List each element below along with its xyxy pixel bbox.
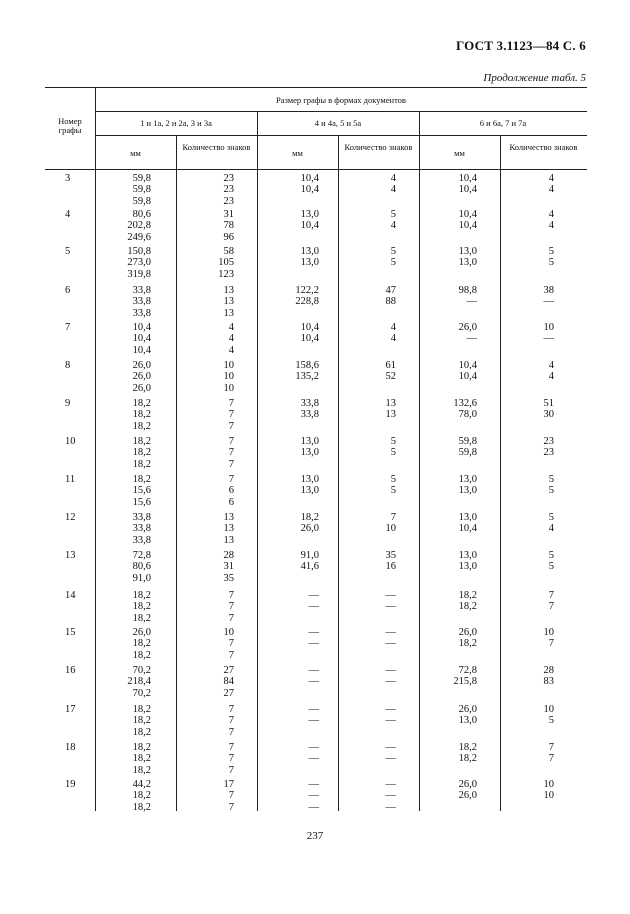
cell-g1-count: 58 105 123 — [218, 246, 234, 280]
cell-g3-count: 10 7 — [543, 627, 554, 650]
cell-g2-mm: 10,4 10,4 — [300, 173, 319, 196]
cell-g2-count: — — — [385, 742, 396, 765]
cell-g1-count: 10 10 10 — [223, 360, 234, 394]
cell-g3-count: 4 4 — [548, 360, 554, 383]
cell-g1-count: 7 7 7 — [228, 742, 234, 776]
cell-g1-mm: 18,2 18,2 18,2 — [132, 742, 151, 776]
cell-g1-mm: 59,8 59,8 59,8 — [132, 173, 151, 207]
cell-g2-count: — — — [385, 665, 396, 688]
cell-g2-count: — — — [385, 627, 396, 650]
cell-g3-mm: 13,0 13,0 — [458, 550, 477, 573]
cell-g1-count: 17 7 7 — [223, 779, 234, 813]
cell-g1-mm: 33,8 33,8 33,8 — [132, 285, 151, 319]
cell-g3-mm: 13,0 13,0 — [458, 474, 477, 497]
cell-g3-count: 4 4 — [548, 209, 554, 232]
cell-row-number: 11 — [65, 474, 76, 485]
rule-group-header — [95, 111, 587, 112]
cell-g1-count: 10 7 7 — [223, 627, 234, 661]
cell-g1-mm: 18,2 15,6 15,6 — [132, 474, 151, 508]
subheader-mm-3: мм — [454, 148, 465, 158]
cell-g3-mm: 13,0 13,0 — [458, 246, 477, 269]
cell-g3-mm: 72,8 215,8 — [453, 665, 477, 688]
cell-g1-count: 7 6 6 — [228, 474, 234, 508]
cell-row-number: 13 — [65, 550, 76, 561]
cell-g3-count: 7 7 — [548, 742, 554, 765]
cell-row-number: 16 — [65, 665, 76, 676]
cell-row-number: 19 — [65, 779, 76, 790]
cell-g1-mm: 18,2 18,2 18,2 — [132, 704, 151, 738]
cell-g3-mm: 10,4 10,4 — [458, 360, 477, 383]
cell-g2-count: 13 13 — [385, 398, 396, 421]
cell-row-number: 14 — [65, 590, 76, 601]
cell-g2-mm: 33,8 33,8 — [300, 398, 319, 421]
cell-g3-count: 23 23 — [543, 436, 554, 459]
cell-g1-mm: 70,2 218,4 70,2 — [127, 665, 151, 699]
cell-g3-mm: 98,8 — — [458, 285, 477, 308]
cell-g2-mm: — — — [308, 590, 319, 613]
cell-g2-count: 5 5 — [390, 436, 396, 459]
header-row-number: Номер графы — [58, 116, 82, 135]
cell-g1-count: 7 7 7 — [228, 704, 234, 738]
cell-row-number: 17 — [65, 704, 76, 715]
rule-subgroup-header — [95, 135, 587, 136]
cell-g1-mm: 26,0 26,0 26,0 — [132, 360, 151, 394]
cell-g2-mm: — — — [308, 665, 319, 688]
cell-g1-mm: 80,6 202,8 249,6 — [127, 209, 151, 243]
cell-g1-count: 13 13 13 — [223, 285, 234, 319]
cell-g2-mm: 10,4 10,4 — [300, 322, 319, 345]
cell-g3-mm: 26,0 18,2 — [458, 627, 477, 650]
cell-g2-count: 35 16 — [385, 550, 396, 573]
subheader-count-2: Количество знаков — [344, 142, 413, 152]
cell-g1-mm: 44,2 18,2 18,2 — [132, 779, 151, 813]
cell-row-number: 15 — [65, 627, 76, 638]
cell-g1-count: 31 78 96 — [223, 209, 234, 243]
cell-g2-mm: 13,0 13,0 — [300, 436, 319, 459]
cell-g2-mm: — — — [308, 627, 319, 650]
cell-row-number: 7 — [65, 322, 71, 333]
cell-g3-count: 10 5 — [543, 704, 554, 727]
cell-g3-count: 51 30 — [543, 398, 554, 421]
cell-row-number: 18 — [65, 742, 76, 753]
cell-g2-count: 5 5 — [390, 474, 396, 497]
cell-g1-mm: 18,2 18,2 18,2 — [132, 398, 151, 432]
cell-g3-count: 4 4 — [548, 173, 554, 196]
subheader-mm-2: мм — [292, 148, 303, 158]
cell-g3-mm: 59,8 59,8 — [458, 436, 477, 459]
cell-row-number: 4 — [65, 209, 71, 220]
cell-g2-mm: — — — [308, 742, 319, 765]
cell-g1-mm: 18,2 18,2 18,2 — [132, 590, 151, 624]
cell-g2-mm: 158,6 135,2 — [295, 360, 319, 383]
cell-g3-mm: 26,0 26,0 — [458, 779, 477, 802]
cell-g1-count: 4 4 4 — [228, 322, 234, 356]
cell-row-number: 6 — [65, 285, 71, 296]
cell-row-number: 10 — [65, 436, 76, 447]
cell-g1-mm: 33,8 33,8 33,8 — [132, 512, 151, 546]
cell-g1-count: 28 31 35 — [223, 550, 234, 584]
cell-g1-count: 7 7 7 — [228, 590, 234, 624]
header-size-group: Размер графы в формах документов — [276, 95, 406, 105]
cell-g3-count: 10 — — [543, 322, 554, 345]
header-group-2: 4 и 4а, 5 и 5а — [314, 118, 362, 128]
cell-g2-mm: 122,2 228,8 — [295, 285, 319, 308]
cell-g1-count: 27 84 27 — [223, 665, 234, 699]
cell-row-number: 9 — [65, 398, 71, 409]
subheader-count-1: Количество знаков — [182, 142, 251, 152]
cell-g3-count: 5 4 — [548, 512, 554, 535]
cell-g2-mm: 91,0 41,6 — [300, 550, 319, 573]
cell-g1-mm: 10,4 10,4 10,4 — [132, 322, 151, 356]
header-group-1: 1 и 1а, 2 и 2а, 3 и 3а — [140, 118, 212, 128]
cell-g2-mm: 13,0 13,0 — [300, 474, 319, 497]
cell-g3-count: 10 10 — [543, 779, 554, 802]
cell-g2-count: 5 5 — [390, 246, 396, 269]
cell-g1-mm: 26,0 18,2 18,2 — [132, 627, 151, 661]
cell-g3-mm: 132,6 78,0 — [453, 398, 477, 421]
cell-g1-mm: 72,8 80,6 91,0 — [132, 550, 151, 584]
cell-g2-count: 4 4 — [390, 173, 396, 196]
cell-g2-count: — — — — [385, 779, 396, 813]
cell-g3-mm: 10,4 10,4 — [458, 209, 477, 232]
cell-row-number: 3 — [65, 173, 71, 184]
cell-g3-count: 5 5 — [548, 246, 554, 269]
cell-g1-count: 23 23 23 — [223, 173, 234, 207]
cell-g2-mm: — — — — [308, 779, 319, 813]
cell-row-number: 12 — [65, 512, 76, 523]
cell-g3-count: 5 5 — [548, 550, 554, 573]
cell-g2-mm: 13,0 13,0 — [300, 246, 319, 269]
cell-g3-mm: 26,0 13,0 — [458, 704, 477, 727]
cell-g1-count: 7 7 7 — [228, 436, 234, 470]
subheader-count-3: Количество знаков — [509, 142, 578, 152]
cell-g3-mm: 18,2 18,2 — [458, 590, 477, 613]
cell-g3-count: 38 — — [543, 285, 554, 308]
header-group-3: 6 и 6а, 7 и 7а — [479, 118, 527, 128]
cell-g2-mm: — — — [308, 704, 319, 727]
rule-header-bottom — [45, 169, 587, 170]
table-continuation-label: Продолжение табл. 5 — [483, 72, 586, 84]
document-header-id: ГОСТ 3.1123—84 С. 6 — [456, 38, 586, 53]
cell-g2-mm: 13,0 10,4 — [300, 209, 319, 232]
cell-g3-mm: 18,2 18,2 — [458, 742, 477, 765]
cell-g3-mm: 13,0 10,4 — [458, 512, 477, 535]
cell-row-number: 5 — [65, 246, 71, 257]
subheader-mm-1: мм — [130, 148, 141, 158]
cell-g2-mm: 18,2 26,0 — [300, 512, 319, 535]
cell-g3-count: 28 83 — [543, 665, 554, 688]
cell-g2-count: — — — [385, 590, 396, 613]
page-number: 237 — [306, 830, 324, 842]
cell-row-number: 8 — [65, 360, 71, 371]
cell-g1-mm: 18,2 18,2 18,2 — [132, 436, 151, 470]
cell-g2-count: 47 88 — [385, 285, 396, 308]
cell-g2-count: 5 4 — [390, 209, 396, 232]
cell-g3-count: 5 5 — [548, 474, 554, 497]
cell-g3-mm: 10,4 10,4 — [458, 173, 477, 196]
cell-g1-count: 13 13 13 — [223, 512, 234, 546]
rule-top — [45, 87, 587, 88]
cell-g3-count: 7 7 — [548, 590, 554, 613]
cell-g2-count: 61 52 — [385, 360, 396, 383]
cell-g2-count: 7 10 — [385, 512, 396, 535]
cell-g1-mm: 150,8 273,0 319,8 — [127, 246, 151, 280]
cell-g1-count: 7 7 7 — [228, 398, 234, 432]
cell-g2-count: — — — [385, 704, 396, 727]
cell-g2-count: 4 4 — [390, 322, 396, 345]
cell-g3-mm: 26,0 — — [458, 322, 477, 345]
